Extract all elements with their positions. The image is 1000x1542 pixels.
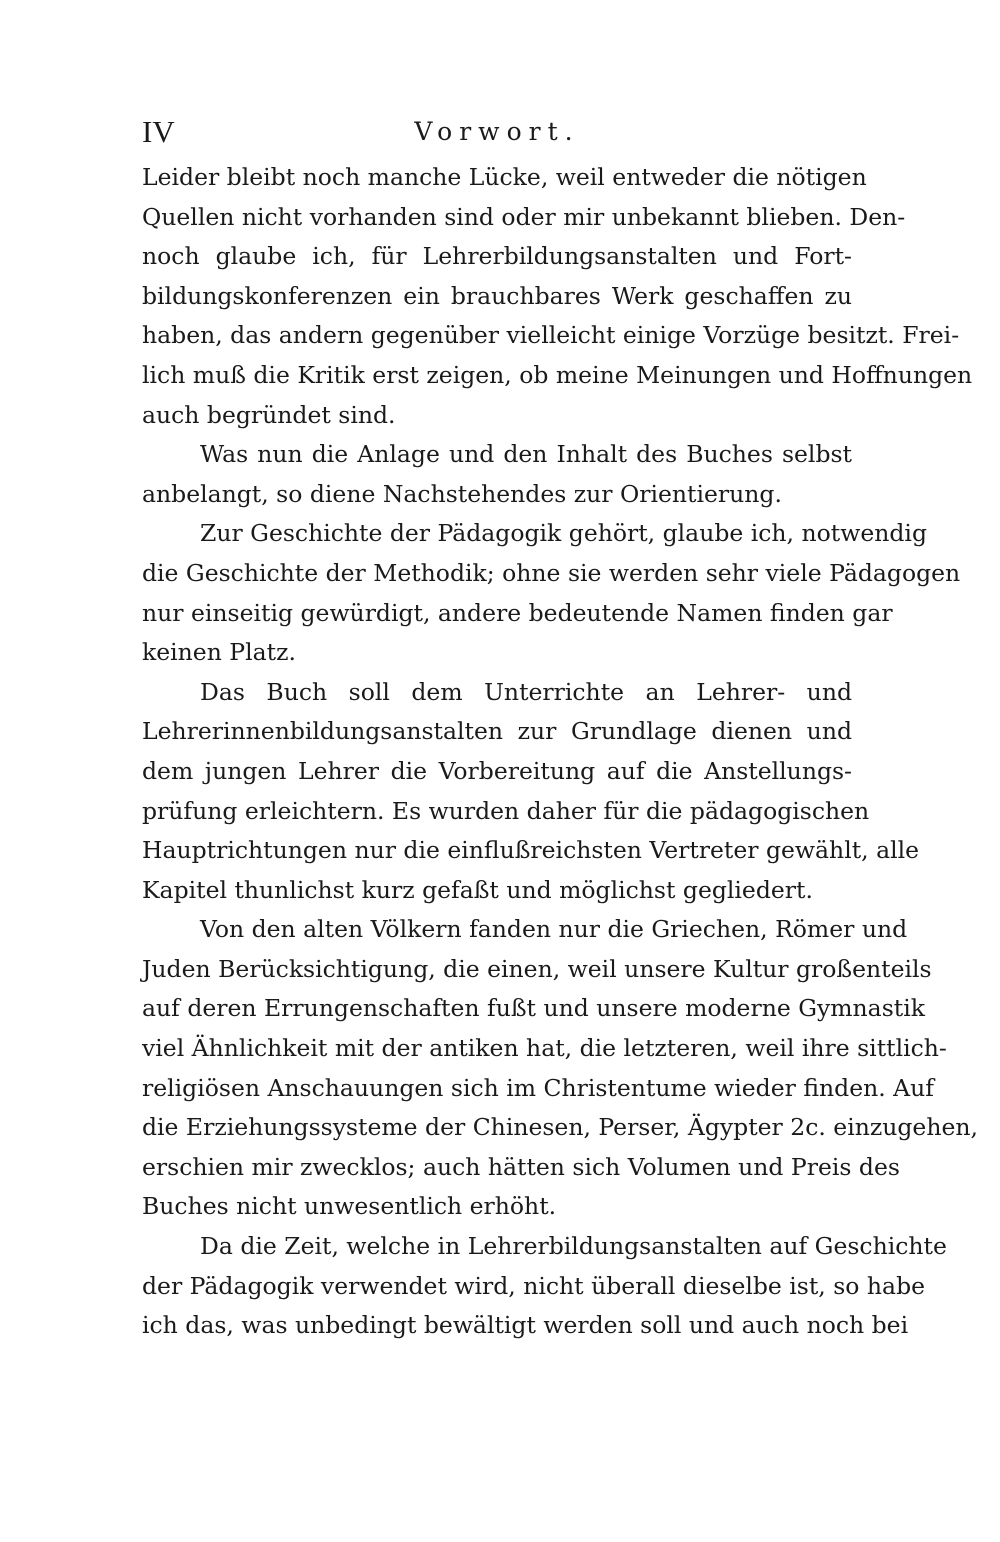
text-line: erschien mir zwecklos; auch hätten sich Volumen und Preis des	[142, 1152, 900, 1181]
text-line: lich muß die Kritik erst zeigen, ob meine Meinungen und Hoffnungen	[142, 360, 973, 389]
text-line: prüfung erleichtern. Es wurden daher für die pädagogischen	[142, 796, 870, 825]
text-line: keinen Platz.	[142, 638, 296, 667]
text-line: haben, das andern gegenüber vielleicht einige Vorzüge besitzt. Frei-	[142, 321, 960, 350]
text-line: auf deren Errungenschaften fußt und unsere moderne Gymnastik	[142, 994, 925, 1023]
text-line: Von den alten Völkern fanden nur die Griechen, Römer und	[200, 915, 908, 944]
text-line: Leider bleibt noch manche Lücke, weil entweder die nötigen	[142, 163, 867, 191]
text-line: Kapitel thunlichst kurz gefaßt und möglichst gegliedert.	[142, 875, 813, 904]
text-line: Buches nicht unwesentlich erhöht.	[142, 1192, 557, 1221]
running-head: Vorwort.	[414, 117, 580, 146]
page-number: IV	[142, 114, 175, 149]
text-line: der Pädagogik verwendet wird, nicht überall dieselbe ist, so habe	[142, 1271, 926, 1300]
text-line: Quellen nicht vorhanden sind oder mir unbekannt blieben. Den-	[142, 202, 906, 231]
text-line: Juden Berücksichtigung, die einen, weil unsere Kultur großenteils	[142, 954, 932, 983]
text-line: noch glaube ich, für Lehrerbildungsanstalten und Fort-	[142, 242, 852, 271]
text-line: ich das, was unbedingt bewältigt werden soll und auch noch bei	[142, 1311, 909, 1340]
text-line: anbelangt, so diene Nachstehendes zur Orientierung.	[142, 479, 782, 508]
text-line: bildungskonferenzen ein brauchbares Werk geschaffen zu	[142, 281, 852, 310]
text-line: Da die Zeit, welche in Lehrerbildungsanstalten auf Geschichte	[200, 1232, 947, 1261]
text-line: Was nun die Anlage und den Inhalt des Buches selbst	[200, 440, 852, 469]
text-line: viel Ähnlichkeit mit der antiken hat, die letzteren, weil ihre sittlich-	[142, 1034, 947, 1063]
text-line: die Erziehungssysteme der Chinesen, Perser, Ägypter 2c. einzugehen,	[142, 1113, 978, 1142]
body-text	[142, 158, 978, 1346]
text-line: Lehrerinnenbildungsanstalten zur Grundlage dienen und	[142, 717, 852, 746]
page-header	[142, 112, 852, 152]
text-line: Das Buch soll dem Unterrichte an Lehrer- und	[200, 677, 852, 706]
text-line: Zur Geschichte der Pädagogik gehört, glaube ich, notwendig	[200, 519, 927, 548]
text-line: religiösen Anschauungen sich im Christentume wieder finden. Auf	[142, 1073, 934, 1102]
text-line: auch begründet sind.	[142, 400, 396, 429]
text-line: nur einseitig gewürdigt, andere bedeutende Namen finden gar	[142, 598, 893, 627]
text-line: Hauptrichtungen nur die einflußreichsten Vertreter gewählt, alle	[142, 836, 920, 865]
text-line: dem jungen Lehrer die Vorbereitung auf die Anstellungs-	[142, 756, 852, 785]
text-line: die Geschichte der Methodik; ohne sie werden sehr viele Pädagogen	[142, 558, 961, 587]
